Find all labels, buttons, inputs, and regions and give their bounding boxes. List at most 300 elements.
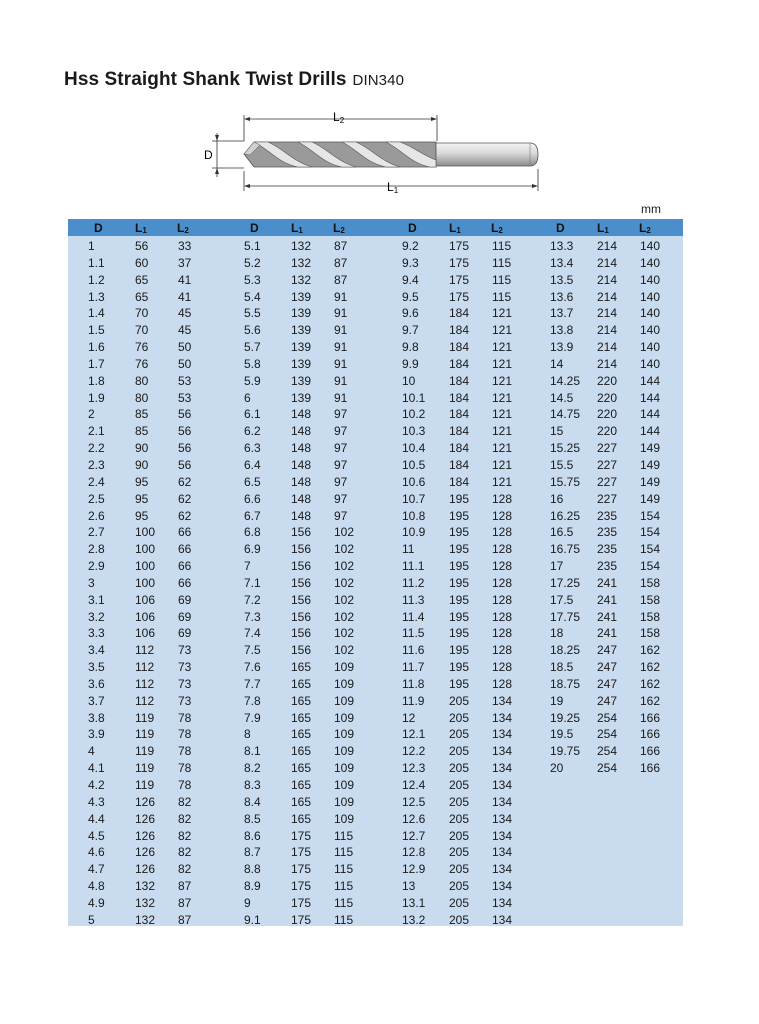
cell-l2: 69 [178, 592, 192, 607]
cell-d: 5.8 [244, 356, 261, 371]
cell-l2: 109 [334, 693, 355, 708]
cell-l2: 109 [334, 710, 355, 725]
cell-l2: 50 [178, 356, 192, 371]
cell-d: 2.2 [88, 441, 105, 456]
l1-label: L1 [387, 180, 399, 195]
cell-l2: 91 [334, 289, 348, 304]
cell-l2: 97 [334, 474, 348, 489]
cell-l2: 56 [178, 457, 192, 472]
cell-d: 8.5 [244, 811, 261, 826]
cell-l1: 119 [135, 761, 155, 776]
cell-l1: 126 [135, 862, 156, 877]
cell-l1: 56 [135, 239, 149, 253]
cell-l2: 158 [640, 609, 661, 624]
cell-d: 9.2 [402, 239, 419, 253]
cell-l1: 132 [291, 239, 312, 253]
cell-d: 3.9 [88, 727, 105, 742]
cell-l1: 241 [597, 626, 618, 641]
cell-l2: 97 [334, 424, 348, 439]
header-l1: $L_1$ [135, 221, 147, 235]
cell-d: 12.5 [402, 794, 426, 809]
cell-l2: 66 [178, 542, 192, 557]
cell-l2: 87 [334, 255, 348, 270]
cell-d: 19 [550, 693, 564, 708]
cell-d: 5.6 [244, 323, 261, 338]
cell-d: 10.5 [402, 457, 426, 472]
d-label: D [204, 148, 213, 162]
cell-d: 6.5 [244, 474, 261, 489]
cell-d: 2.4 [88, 474, 105, 489]
cell-d: 6.2 [244, 424, 261, 439]
cell-l2: 82 [178, 794, 192, 809]
cell-l1: 227 [597, 457, 618, 472]
cell-d: 7.7 [244, 676, 261, 691]
cell-l1: 156 [291, 592, 312, 607]
cell-l2: 149 [640, 491, 661, 506]
cell-l2: 134 [492, 895, 513, 910]
cell-l1: 184 [449, 373, 470, 388]
cell-l2: 144 [640, 407, 661, 422]
cell-l1: 100 [135, 559, 156, 574]
cell-l1: 139 [291, 323, 312, 338]
cell-d: 6.6 [244, 491, 261, 506]
cell-l1: 195 [449, 491, 470, 506]
cell-l2: 140 [640, 306, 661, 321]
cell-l2: 91 [334, 323, 348, 338]
cell-l1: 148 [291, 424, 312, 439]
cell-l2: 102 [334, 592, 355, 607]
cell-d: 14.5 [550, 390, 574, 405]
cell-l1: 195 [449, 626, 470, 641]
cell-l2: 121 [492, 441, 513, 456]
cell-l2: 97 [334, 441, 348, 456]
cell-l1: 205 [449, 744, 470, 759]
cell-l2: 115 [492, 255, 512, 270]
cell-d: 4.4 [88, 811, 105, 826]
cell-d: 4.2 [88, 778, 105, 792]
cell-l1: 241 [597, 592, 618, 607]
cell-l1: 184 [449, 424, 470, 439]
cell-l2: 41 [178, 272, 192, 287]
cell-l1: 95 [135, 508, 149, 523]
cell-l2: 154 [640, 525, 661, 540]
cell-l2: 56 [178, 407, 192, 422]
cell-l1: 235 [597, 525, 618, 540]
cell-d: 8.3 [244, 778, 261, 792]
cell-d: 5.9 [244, 373, 261, 388]
cell-l1: 205 [449, 828, 470, 843]
cell-d: 1.7 [88, 356, 105, 371]
cell-l1: 241 [597, 575, 618, 590]
cell-l2: 128 [492, 491, 513, 506]
cell-l2: 109 [334, 660, 355, 675]
cell-l1: 106 [135, 609, 156, 624]
cell-d: 3.8 [88, 710, 105, 725]
cell-l2: 140 [640, 239, 661, 253]
cell-l1: 235 [597, 542, 618, 557]
cell-l2: 102 [334, 559, 355, 574]
header-l2: $L_2$ [177, 221, 189, 235]
cell-l1: 148 [291, 457, 312, 472]
cell-l2: 66 [178, 575, 192, 590]
cell-l2: 121 [492, 407, 513, 422]
cell-d: 18.75 [550, 676, 581, 691]
cell-l1: 235 [597, 508, 618, 523]
cell-l2: 158 [640, 626, 661, 641]
cell-l2: 109 [334, 676, 355, 691]
cell-d: 12.1 [402, 727, 426, 742]
cell-d: 13.5 [550, 272, 574, 287]
cell-l2: 73 [178, 643, 192, 658]
cell-l2: 140 [640, 356, 661, 371]
cell-d: 4.3 [88, 794, 105, 809]
cell-d: 2.8 [88, 542, 105, 557]
cell-l2: 115 [334, 862, 354, 877]
d-arrow-bottom [215, 168, 219, 174]
cell-l1: 156 [291, 575, 312, 590]
cell-l2: 109 [334, 811, 355, 826]
cell-l2: 78 [178, 727, 192, 742]
cell-l1: 214 [597, 340, 618, 355]
cell-l1: 195 [449, 609, 470, 624]
cell-l2: 87 [178, 912, 192, 927]
cell-d: 19.75 [550, 744, 581, 759]
cell-l2: 53 [178, 373, 192, 388]
cell-l1: 184 [449, 340, 470, 355]
cell-l1: 214 [597, 323, 618, 338]
cell-d: 14.25 [550, 373, 581, 388]
cell-l1: 126 [135, 811, 156, 826]
cell-d: 5.1 [244, 239, 261, 253]
cell-d: 4.7 [88, 862, 105, 877]
cell-l2: 121 [492, 474, 513, 489]
cell-l2: 128 [492, 643, 513, 658]
cell-d: 10 [402, 373, 416, 388]
cell-d: 6.3 [244, 441, 261, 456]
cell-d: 1.3 [88, 289, 105, 304]
cell-l1: 205 [449, 895, 470, 910]
cell-l1: 156 [291, 525, 312, 540]
cell-d: 7.4 [244, 626, 261, 641]
cell-d: 12.2 [402, 744, 426, 759]
cell-d: 15.5 [550, 457, 574, 472]
l1-arrow-left [244, 184, 250, 188]
cell-d: 6.7 [244, 508, 261, 523]
cell-l1: 126 [135, 794, 156, 809]
cell-d: 20 [550, 761, 564, 776]
cell-l2: 166 [640, 744, 661, 759]
cell-l2: 162 [640, 660, 661, 675]
cell-l1: 90 [135, 441, 149, 456]
cell-l2: 62 [178, 491, 192, 506]
cell-l1: 148 [291, 491, 312, 506]
cell-d: 9.7 [402, 323, 419, 338]
cell-l1: 254 [597, 761, 618, 776]
cell-l1: 60 [135, 255, 149, 270]
cell-l1: 139 [291, 289, 312, 304]
cell-l2: 144 [640, 424, 661, 439]
cell-l1: 70 [135, 323, 149, 338]
cell-l2: 158 [640, 592, 661, 607]
cell-l2: 73 [178, 693, 192, 708]
cell-l2: 158 [640, 575, 661, 590]
cell-l1: 214 [597, 356, 618, 371]
cell-l2: 121 [492, 424, 513, 439]
cell-d: 10.7 [402, 491, 426, 506]
cell-l2: 128 [492, 542, 513, 557]
cell-l1: 95 [135, 491, 149, 506]
cell-l1: 254 [597, 744, 618, 759]
l2-arrow-right [431, 117, 437, 121]
cell-d: 4.1 [88, 761, 105, 776]
cell-d: 15.25 [550, 441, 581, 456]
cell-l1: 247 [597, 660, 618, 675]
cell-l1: 139 [291, 390, 312, 405]
cell-d: 3.5 [88, 660, 105, 675]
cell-l1: 132 [291, 255, 312, 270]
cell-l2: 134 [492, 828, 513, 843]
cell-l2: 78 [178, 710, 192, 725]
cell-d: 12.7 [402, 828, 426, 843]
cell-l2: 154 [640, 542, 661, 557]
l1-arrow-right [532, 184, 538, 188]
cell-d: 3.3 [88, 626, 105, 641]
cell-d: 9.5 [402, 289, 419, 304]
cell-l2: 149 [640, 474, 661, 489]
cell-l2: 121 [492, 390, 513, 405]
cell-l1: 132 [291, 272, 312, 287]
cell-d: 3.1 [88, 592, 105, 607]
cell-l1: 156 [291, 542, 312, 557]
cell-l2: 87 [334, 272, 348, 287]
cell-l1: 205 [449, 727, 470, 742]
cell-l1: 205 [449, 778, 470, 792]
cell-d: 4.9 [88, 895, 105, 910]
cell-d: 6.8 [244, 525, 261, 540]
cell-d: 13.6 [550, 289, 574, 304]
cell-l2: 128 [492, 575, 513, 590]
cell-l1: 227 [597, 474, 618, 489]
cell-l2: 45 [178, 323, 192, 338]
cell-d: 13.8 [550, 323, 574, 338]
cell-l1: 119 [135, 727, 155, 742]
cell-d: 16.25 [550, 508, 581, 523]
cell-l2: 41 [178, 289, 192, 304]
cell-l1: 214 [597, 239, 618, 253]
header-l2: $L_2$ [333, 221, 345, 235]
cell-l2: 91 [334, 390, 348, 405]
cell-d: 2.6 [88, 508, 105, 523]
cell-l2: 115 [334, 895, 354, 910]
cell-l2: 56 [178, 424, 192, 439]
header-d: D [250, 221, 259, 235]
cell-l1: 184 [449, 441, 470, 456]
cell-l2: 115 [334, 845, 354, 860]
cell-l2: 128 [492, 609, 513, 624]
cell-l1: 90 [135, 457, 149, 472]
cell-d: 17.25 [550, 575, 581, 590]
cell-d: 9.3 [402, 255, 419, 270]
l2-arrow-left [244, 117, 250, 121]
cell-l2: 109 [334, 778, 355, 792]
cell-l1: 85 [135, 407, 149, 422]
cell-l2: 73 [178, 660, 192, 675]
cell-l1: 70 [135, 306, 149, 321]
header-d: D [408, 221, 417, 235]
cell-d: 11.2 [402, 575, 425, 590]
cell-d: 3 [88, 575, 95, 590]
cell-d: 8 [244, 727, 251, 742]
cell-d: 18 [550, 626, 564, 641]
cell-l1: 148 [291, 508, 312, 523]
cell-l2: 149 [640, 441, 661, 456]
d-arrow-top [215, 135, 219, 141]
cell-l1: 80 [135, 373, 149, 388]
cell-d: 9.6 [402, 306, 419, 321]
cell-d: 3.7 [88, 693, 105, 708]
cell-l1: 184 [449, 457, 470, 472]
cell-d: 11.4 [402, 609, 425, 624]
cell-d: 8.2 [244, 761, 261, 776]
cell-d: 6.1 [244, 407, 261, 422]
cell-l2: 50 [178, 340, 192, 355]
cell-l1: 214 [597, 306, 618, 321]
cell-l2: 134 [492, 845, 513, 860]
cell-l1: 132 [135, 912, 156, 927]
cell-l1: 148 [291, 441, 312, 456]
cell-l1: 205 [449, 811, 470, 826]
cell-d: 7.6 [244, 660, 261, 675]
cell-l2: 154 [640, 508, 661, 523]
cell-l2: 97 [334, 508, 348, 523]
cell-l2: 128 [492, 592, 513, 607]
cell-l2: 128 [492, 559, 513, 574]
cell-d: 4.5 [88, 828, 105, 843]
cell-l1: 195 [449, 643, 470, 658]
cell-d: 14.75 [550, 407, 581, 422]
cell-l2: 121 [492, 306, 513, 321]
cell-d: 11.9 [402, 693, 425, 708]
cell-l2: 91 [334, 306, 348, 321]
cell-d: 10.3 [402, 424, 426, 439]
cell-l2: 97 [334, 407, 348, 422]
cell-l2: 109 [334, 794, 355, 809]
cell-l2: 115 [334, 879, 354, 894]
cell-l2: 121 [492, 340, 513, 355]
cell-l2: 128 [492, 508, 513, 523]
cell-l1: 139 [291, 373, 312, 388]
cell-d: 7.9 [244, 710, 261, 725]
cell-d: 9.4 [402, 272, 419, 287]
cell-l2: 102 [334, 626, 355, 641]
cell-l2: 115 [492, 272, 512, 287]
cell-l2: 115 [492, 289, 512, 304]
cell-l1: 126 [135, 845, 156, 860]
cell-d: 13.1 [402, 895, 426, 910]
cell-d: 16.5 [550, 525, 574, 540]
standard-label: DIN340 [352, 72, 405, 89]
cell-l2: 154 [640, 559, 661, 574]
cell-d: 7 [244, 559, 251, 574]
cell-d: 16 [550, 491, 564, 506]
cell-d: 18.5 [550, 660, 574, 675]
cell-l2: 121 [492, 373, 513, 388]
cell-d: 10.9 [402, 525, 426, 540]
cell-l2: 109 [334, 744, 355, 759]
cell-l1: 148 [291, 474, 312, 489]
cell-d: 12.3 [402, 761, 426, 776]
cell-d: 2.1 [88, 424, 105, 439]
cell-d: 8.8 [244, 862, 261, 877]
cell-l1: 175 [291, 845, 312, 860]
cell-d: 12.9 [402, 862, 426, 877]
cell-l2: 134 [492, 794, 513, 809]
cell-d: 1.2 [88, 272, 105, 287]
cell-d: 4.8 [88, 879, 105, 894]
cell-l2: 82 [178, 845, 192, 860]
cell-l2: 166 [640, 761, 661, 776]
cell-l2: 128 [492, 660, 513, 675]
cell-d: 17.75 [550, 609, 581, 624]
cell-l1: 165 [291, 794, 312, 809]
cell-d: 9.1 [244, 912, 261, 927]
cell-d: 13.7 [550, 306, 574, 321]
cell-l1: 247 [597, 676, 618, 691]
cell-l1: 156 [291, 559, 312, 574]
header-l1: $L_1$ [449, 221, 461, 235]
cell-l1: 165 [291, 676, 312, 691]
cell-l1: 184 [449, 390, 470, 405]
cell-l1: 220 [597, 424, 618, 439]
cell-d: 2.7 [88, 525, 105, 540]
cell-l2: 87 [178, 895, 192, 910]
cell-l1: 227 [597, 491, 618, 506]
cell-l1: 112 [135, 660, 155, 675]
cell-d: 5.2 [244, 255, 261, 270]
cell-l2: 82 [178, 828, 192, 843]
cell-l2: 115 [334, 912, 354, 927]
cell-l1: 148 [291, 407, 312, 422]
cell-l1: 184 [449, 323, 470, 338]
cell-l1: 139 [291, 356, 312, 371]
cell-l2: 97 [334, 491, 348, 506]
cell-d: 19.25 [550, 710, 581, 725]
cell-l1: 195 [449, 542, 470, 557]
cell-l2: 102 [334, 575, 355, 590]
cell-l2: 87 [334, 239, 348, 253]
cell-l2: 82 [178, 862, 192, 877]
cell-d: 8.6 [244, 828, 261, 843]
cell-l1: 205 [449, 710, 470, 725]
cell-l2: 149 [640, 457, 661, 472]
cell-l2: 128 [492, 676, 513, 691]
cell-d: 2.9 [88, 559, 105, 574]
cell-l1: 165 [291, 693, 312, 708]
cell-l2: 109 [334, 761, 355, 776]
cell-d: 1 [88, 239, 95, 253]
cell-d: 1.5 [88, 323, 105, 338]
cell-l2: 162 [640, 693, 661, 708]
cell-d: 19.5 [550, 727, 574, 742]
cell-l1: 227 [597, 441, 618, 456]
cell-l2: 73 [178, 676, 192, 691]
cell-l1: 254 [597, 727, 618, 742]
cell-l1: 165 [291, 660, 312, 675]
cell-l2: 134 [492, 862, 513, 877]
cell-l1: 220 [597, 407, 618, 422]
cell-d: 1.1 [88, 255, 105, 270]
cell-l1: 184 [449, 356, 470, 371]
